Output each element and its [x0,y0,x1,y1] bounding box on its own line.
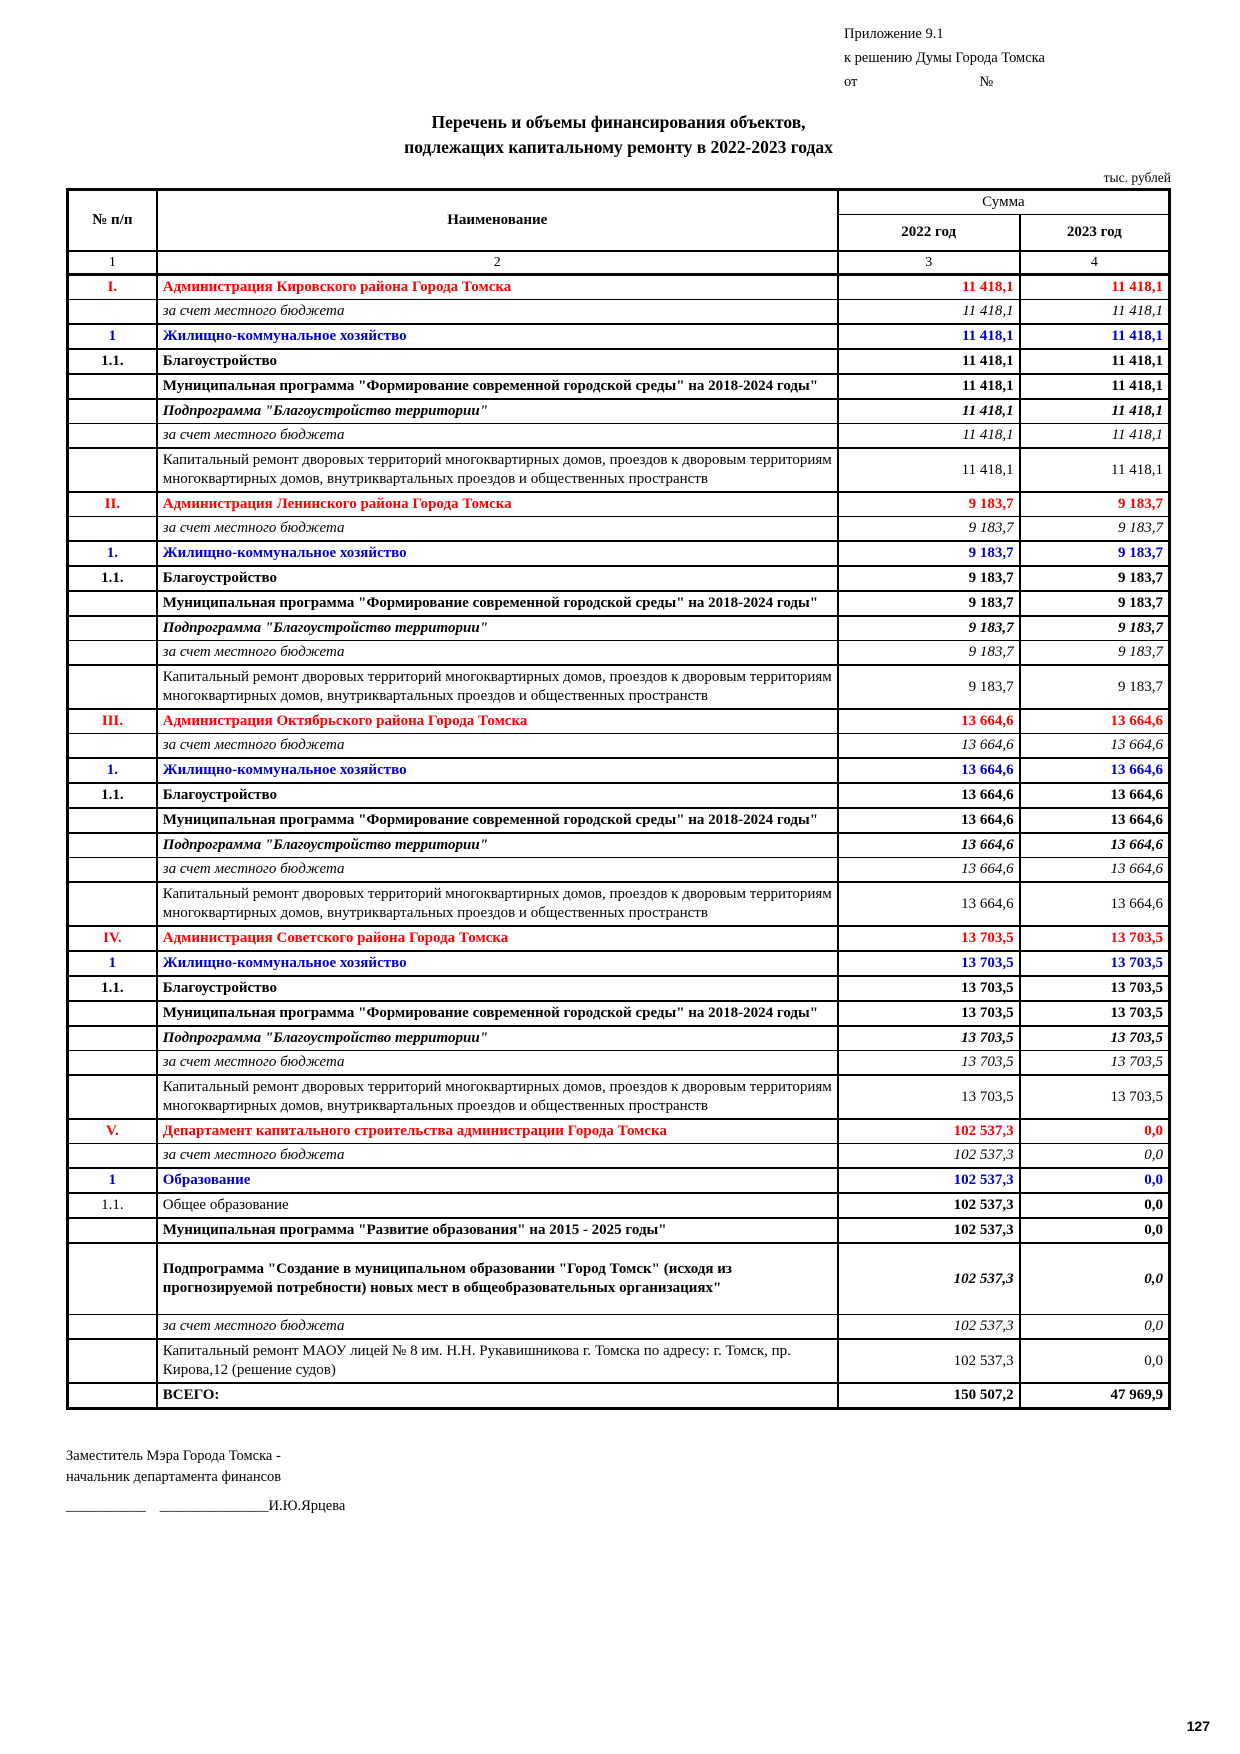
row-name-cell: Подпрограмма "Благоустройство территории" [157,399,838,424]
row-value-2023-cell: 13 664,6 [1020,882,1170,926]
name-column-header: Наименование [157,190,838,252]
row-value-2022-cell: 102 537,3 [838,1193,1020,1218]
signature-blank-2: _______________ [159,1498,269,1514]
row-value-2023-cell: 13 664,6 [1020,758,1170,783]
row-value-2023-cell: 0,0 [1020,1218,1170,1243]
row-value-2022-cell: 13 664,6 [838,882,1020,926]
table-row [68,1051,1170,1076]
signature-blank-1: ___________ [66,1498,146,1514]
row-value-2022-cell: 150 507,2 [838,1383,1020,1409]
table-row [68,734,1170,759]
row-name-cell: Капитальный ремонт дворовых территорий многоквартирных домов, проездов к дворовым территориям многоквартирных домов, внутриквартальных проездов и общественных пространств [157,448,838,492]
row-num-cell: 1.1. [68,566,157,591]
row-value-2023-cell: 13 703,5 [1020,951,1170,976]
table-row [68,951,1170,976]
table-row [68,1119,1170,1144]
row-num-cell: II. [68,492,157,517]
row-num-cell [68,1144,157,1169]
table-row [68,926,1170,951]
signature-line [66,1496,1171,1517]
table-row [68,324,1170,349]
table-row [68,858,1170,883]
year-2023-header: 2023 год [1020,215,1170,252]
row-name-cell: Благоустройство [157,976,838,1001]
row-value-2023-cell: 13 664,6 [1020,734,1170,759]
row-value-2022-cell: 13 703,5 [838,1001,1020,1026]
table-row [68,783,1170,808]
row-value-2023-cell: 11 418,1 [1020,349,1170,374]
row-value-2022-cell: 9 183,7 [838,541,1020,566]
table-row [68,399,1170,424]
row-name-cell: Капитальный ремонт дворовых территорий многоквартирных домов, проездов к дворовым территориям многоквартирных домов, внутриквартальных проездов и общественных пространств [157,1075,838,1119]
row-value-2022-cell: 11 418,1 [838,448,1020,492]
row-name-cell: за счет местного бюджета [157,641,838,666]
signature-title-line-2: начальник департамента финансов [66,1469,282,1485]
row-value-2022-cell: 13 664,6 [838,734,1020,759]
row-value-2023-cell: 11 418,1 [1020,448,1170,492]
table-row [68,300,1170,325]
row-name-cell: Администрация Ленинского района Города Томска [157,492,838,517]
row-name-cell: Благоустройство [157,349,838,374]
row-num-cell: 1 [68,1168,157,1193]
row-value-2022-cell: 13 664,6 [838,758,1020,783]
table-row [68,616,1170,641]
row-name-cell: Образование [157,1168,838,1193]
row-num-cell [68,616,157,641]
row-value-2023-cell: 0,0 [1020,1144,1170,1169]
title-line-2: подлежащих капитальному ремонту в 2022-2023 годах [404,137,833,157]
row-num-cell [68,399,157,424]
row-num-cell: 1 [68,951,157,976]
row-value-2022-cell: 102 537,3 [838,1218,1020,1243]
page-number: 127 [1186,1718,1210,1734]
row-value-2023-cell: 9 183,7 [1020,541,1170,566]
row-value-2022-cell: 13 664,6 [838,858,1020,883]
row-num-cell [68,374,157,399]
row-num-cell [68,1339,157,1383]
row-num-cell [68,808,157,833]
table-row [68,1001,1170,1026]
table-row [68,1026,1170,1051]
appendix-from-label: от [844,74,858,90]
signature-name: И.Ю.Ярцева [268,1498,346,1514]
table-row [68,591,1170,616]
row-value-2022-cell: 13 703,5 [838,1075,1020,1119]
row-num-cell [68,1218,157,1243]
financing-table [66,188,1171,1410]
table-row [68,1339,1170,1383]
table-row [68,709,1170,734]
row-num-cell: 1.1. [68,1193,157,1218]
table-row [68,374,1170,399]
row-value-2023-cell: 0,0 [1020,1168,1170,1193]
row-value-2022-cell: 102 537,3 [838,1339,1020,1383]
row-name-cell: Муниципальная программа "Развитие образования" на 2015 - 2025 годы" [157,1218,838,1243]
row-value-2022-cell: 11 418,1 [838,275,1020,300]
row-name-cell: Подпрограмма "Благоустройство территории" [157,833,838,858]
row-value-2023-cell: 9 183,7 [1020,492,1170,517]
appendix-number-sign: № [979,74,994,90]
table-row [68,976,1170,1001]
row-name-cell: Подпрограмма "Благоустройство территории" [157,1026,838,1051]
row-value-2022-cell: 102 537,3 [838,1119,1020,1144]
row-num-cell: 1.1. [68,976,157,1001]
row-name-cell: за счет местного бюджета [157,1315,838,1340]
units-note: тыс. рублей [1103,170,1171,185]
sum-column-header: Сумма [838,190,1170,215]
table-row [68,1075,1170,1119]
row-value-2023-cell: 0,0 [1020,1119,1170,1144]
row-name-cell: Подпрограмма "Создание в муниципальном образовании "Город Томск" (исходя из прогнозируемой потребности) новых мест в общеобразовательных организациях" [157,1243,838,1315]
row-name-cell: Муниципальная программа "Формирование современной городской среды" на 2018-2024 годы" [157,591,838,616]
row-value-2022-cell: 13 664,6 [838,783,1020,808]
appendix-block [844,22,1171,94]
row-value-2022-cell: 9 183,7 [838,517,1020,542]
table-row [68,1193,1170,1218]
row-value-2022-cell: 11 418,1 [838,349,1020,374]
row-value-2023-cell: 9 183,7 [1020,517,1170,542]
table-row [68,566,1170,591]
table-row [68,1144,1170,1169]
row-name-cell: Департамент капитального строительства администрации Города Томска [157,1119,838,1144]
row-num-cell [68,1051,157,1076]
row-name-cell: Жилищно-коммунальное хозяйство [157,541,838,566]
row-num-cell [68,1383,157,1409]
row-value-2022-cell: 9 183,7 [838,641,1020,666]
row-value-2023-cell: 13 703,5 [1020,926,1170,951]
row-value-2023-cell: 13 703,5 [1020,1075,1170,1119]
row-num-cell: V. [68,1119,157,1144]
column-index-row [68,251,1170,275]
row-num-cell [68,424,157,449]
row-value-2022-cell: 102 537,3 [838,1243,1020,1315]
row-num-cell [68,665,157,709]
row-value-2022-cell: 102 537,3 [838,1144,1020,1169]
table-row [68,1383,1170,1409]
row-value-2022-cell: 13 703,5 [838,951,1020,976]
row-name-cell: Благоустройство [157,566,838,591]
row-value-2023-cell: 9 183,7 [1020,616,1170,641]
row-name-cell: за счет местного бюджета [157,517,838,542]
row-value-2023-cell: 11 418,1 [1020,424,1170,449]
signature-title-line-1: Заместитель Мэра Города Томска - [66,1448,281,1464]
row-name-cell: за счет местного бюджета [157,1144,838,1169]
row-name-cell: Подпрограмма "Благоустройство территории" [157,616,838,641]
row-value-2023-cell: 13 703,5 [1020,1001,1170,1026]
table-row [68,1243,1170,1315]
row-num-cell [68,1243,157,1315]
table-row [68,424,1170,449]
year-2022-header: 2022 год [838,215,1020,252]
table-row [68,833,1170,858]
row-value-2022-cell: 13 703,5 [838,1051,1020,1076]
row-name-cell: за счет местного бюджета [157,734,838,759]
row-value-2022-cell: 9 183,7 [838,492,1020,517]
row-value-2023-cell: 9 183,7 [1020,591,1170,616]
row-name-cell: за счет местного бюджета [157,858,838,883]
table-row [68,448,1170,492]
row-value-2022-cell: 9 183,7 [838,665,1020,709]
column-index-3: 3 [838,251,1020,275]
table-row [68,275,1170,300]
row-name-cell: за счет местного бюджета [157,1051,838,1076]
row-name-cell: Жилищно-коммунальное хозяйство [157,951,838,976]
row-num-cell: 1. [68,758,157,783]
row-value-2022-cell: 9 183,7 [838,591,1020,616]
row-value-2023-cell: 0,0 [1020,1243,1170,1315]
table-row [68,1168,1170,1193]
row-name-cell: Жилищно-коммунальное хозяйство [157,324,838,349]
appendix-from-line [844,70,1171,94]
row-name-cell: Благоустройство [157,783,838,808]
row-value-2022-cell: 13 703,5 [838,1026,1020,1051]
row-name-cell: за счет местного бюджета [157,424,838,449]
row-value-2023-cell: 0,0 [1020,1339,1170,1383]
table-row [68,492,1170,517]
row-value-2022-cell: 9 183,7 [838,616,1020,641]
row-value-2023-cell: 13 703,5 [1020,976,1170,1001]
row-value-2023-cell: 13 664,6 [1020,783,1170,808]
row-value-2023-cell: 11 418,1 [1020,275,1170,300]
row-value-2023-cell: 9 183,7 [1020,641,1170,666]
row-value-2022-cell: 9 183,7 [838,566,1020,591]
table-row [68,641,1170,666]
row-num-cell: 1.1. [68,783,157,808]
row-num-cell [68,1075,157,1119]
row-value-2023-cell: 9 183,7 [1020,665,1170,709]
row-value-2022-cell: 11 418,1 [838,300,1020,325]
row-value-2023-cell: 13 703,5 [1020,1051,1170,1076]
appendix-line-1: Приложение 9.1 [844,26,944,42]
row-num-cell: IV. [68,926,157,951]
column-index-1: 1 [68,251,157,275]
row-value-2022-cell: 11 418,1 [838,374,1020,399]
row-num-cell [68,1315,157,1340]
row-value-2022-cell: 13 664,6 [838,709,1020,734]
column-index-4: 4 [1020,251,1170,275]
row-value-2022-cell: 11 418,1 [838,424,1020,449]
row-name-cell: Администрация Кировского района Города Томска [157,275,838,300]
row-num-cell [68,882,157,926]
table-row [68,758,1170,783]
row-value-2023-cell: 13 664,6 [1020,858,1170,883]
row-value-2023-cell: 13 664,6 [1020,709,1170,734]
column-index-2: 2 [157,251,838,275]
title-line-1: Перечень и объемы финансирования объектов, [431,112,806,132]
row-num-cell [68,858,157,883]
row-value-2022-cell: 102 537,3 [838,1168,1020,1193]
row-value-2023-cell: 11 418,1 [1020,300,1170,325]
num-column-header: № п/п [68,190,157,252]
row-value-2022-cell: 102 537,3 [838,1315,1020,1340]
row-name-cell: ВСЕГО: [157,1383,838,1409]
row-num-cell: 1.1. [68,349,157,374]
row-value-2023-cell: 11 418,1 [1020,374,1170,399]
row-value-2023-cell: 11 418,1 [1020,399,1170,424]
row-value-2022-cell: 13 664,6 [838,833,1020,858]
row-name-cell: Жилищно-коммунальное хозяйство [157,758,838,783]
row-value-2022-cell: 11 418,1 [838,399,1020,424]
row-value-2023-cell: 11 418,1 [1020,324,1170,349]
row-value-2023-cell: 0,0 [1020,1315,1170,1340]
table-row [68,541,1170,566]
row-num-cell: 1. [68,541,157,566]
row-name-cell: Капитальный ремонт дворовых территорий многоквартирных домов, проездов к дворовым территориям многоквартирных домов, внутриквартальных проездов и общественных пространств [157,882,838,926]
row-num-cell [68,300,157,325]
row-num-cell [68,641,157,666]
row-name-cell: Администрация Советского района Города Томска [157,926,838,951]
row-value-2023-cell: 47 969,9 [1020,1383,1170,1409]
table-row [68,1218,1170,1243]
row-value-2023-cell: 13 664,6 [1020,808,1170,833]
signature-block [66,1446,1171,1517]
row-value-2022-cell: 11 418,1 [838,324,1020,349]
row-num-cell [68,833,157,858]
row-value-2022-cell: 13 703,5 [838,926,1020,951]
row-num-cell: I. [68,275,157,300]
table-row [68,882,1170,926]
document-title [66,110,1171,160]
table-row [68,349,1170,374]
row-num-cell [68,1001,157,1026]
header-row-top [68,190,1170,215]
row-num-cell [68,517,157,542]
row-name-cell: Администрация Октябрьского района Города Томска [157,709,838,734]
row-value-2022-cell: 13 664,6 [838,808,1020,833]
row-value-2023-cell: 13 664,6 [1020,833,1170,858]
row-name-cell: за счет местного бюджета [157,300,838,325]
row-value-2023-cell: 13 703,5 [1020,1026,1170,1051]
row-num-cell [68,448,157,492]
row-num-cell [68,591,157,616]
row-num-cell [68,734,157,759]
table-row [68,517,1170,542]
row-name-cell: Общее образование [157,1193,838,1218]
row-value-2022-cell: 13 703,5 [838,976,1020,1001]
row-num-cell [68,1026,157,1051]
row-name-cell: Муниципальная программа "Формирование современной городской среды" на 2018-2024 годы" [157,808,838,833]
table-row [68,1315,1170,1340]
row-name-cell: Капитальный ремонт МАОУ лицей № 8 им. Н.Н. Рукавишникова г. Томска по адресу: г. Томск, пр. Кирова,12 (решение судов) [157,1339,838,1383]
table-row [68,665,1170,709]
row-name-cell: Капитальный ремонт дворовых территорий многоквартирных домов, проездов к дворовым территориям многоквартирных домов, внутриквартальных проездов и общественных пространств [157,665,838,709]
row-num-cell: III. [68,709,157,734]
appendix-line-2: к решению Думы Города Томска [844,50,1045,66]
row-name-cell: Муниципальная программа "Формирование современной городской среды" на 2018-2024 годы" [157,1001,838,1026]
row-name-cell: Муниципальная программа "Формирование современной городской среды" на 2018-2024 годы" [157,374,838,399]
row-value-2023-cell: 9 183,7 [1020,566,1170,591]
table-row [68,808,1170,833]
row-num-cell: 1 [68,324,157,349]
row-value-2023-cell: 0,0 [1020,1193,1170,1218]
